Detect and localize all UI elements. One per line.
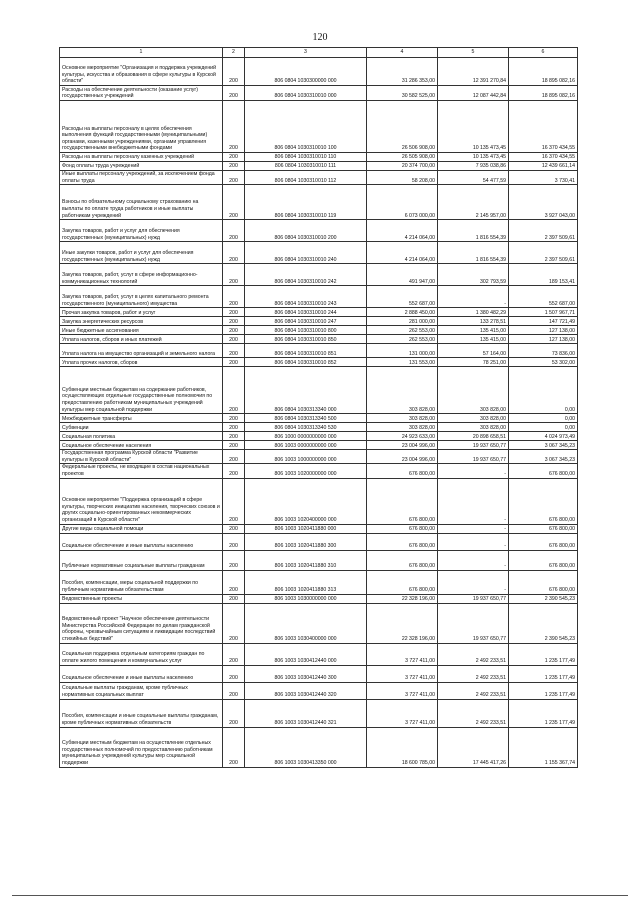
row-budget-code: 806 1003 1030413350 000 [245, 727, 367, 767]
row-unexecuted: 3 927 043,00 [509, 185, 578, 220]
row-unexecuted: 3 067 345,23 [509, 450, 578, 464]
row-executed: - [438, 550, 509, 570]
row-approved: 676 800,00 [367, 524, 438, 533]
row-budget-code: 806 1003 1020411880 000 [245, 524, 367, 533]
row-name: Основное мероприятие "Организация и поддержка учреждений культуры, искусства и образования в сфере культуры в Курской области" [60, 58, 223, 86]
row-executed: 133 278,51 [438, 317, 509, 326]
row-budget-code: 806 1003 0000000000 000 [245, 441, 367, 450]
row-executed: 2 492 233,51 [438, 699, 509, 727]
row-line-code: 200 [223, 478, 245, 524]
row-name: Пособия, компенсации, меры социальной поддержки по публичным нормативным обязательствам [60, 570, 223, 594]
row-executed: 1 380 482,29 [438, 308, 509, 317]
row-approved: 6 073 000,00 [367, 185, 438, 220]
table-row [60, 570, 578, 594]
row-budget-code: 806 1003 1030400000 000 [245, 603, 367, 643]
row-name: Уплата налога на имущество организаций и земельного налога [60, 344, 223, 358]
row-budget-code: 806 1000 0000000000 000 [245, 432, 367, 441]
row-name: Межбюджетные трансферты [60, 414, 223, 423]
row-unexecuted: 4 024 973,49 [509, 432, 578, 441]
row-budget-code: 806 0804 1030310010 800 [245, 326, 367, 335]
row-approved: 131 000,00 [367, 344, 438, 358]
row-executed: 78 251,00 [438, 358, 509, 367]
row-approved: 23 004 996,00 [367, 441, 438, 450]
table-row [60, 524, 578, 533]
row-line-code: 200 [223, 643, 245, 665]
row-name: Закупка товаров, работ, услуг в сфере информационно-коммуникационных технологий [60, 264, 223, 286]
table-body [60, 58, 578, 768]
row-approved: 676 800,00 [367, 550, 438, 570]
row-unexecuted: 676 800,00 [509, 570, 578, 594]
row-approved: 24 923 633,00 [367, 432, 438, 441]
row-approved: 3 727 411,00 [367, 643, 438, 665]
row-unexecuted: 2 397 509,61 [509, 242, 578, 264]
page-bottom-divider [12, 895, 628, 896]
table-row [60, 358, 578, 367]
row-executed: - [438, 524, 509, 533]
row-name: Иные выплаты персоналу учреждений, за исключением фонда оплаты труда [60, 171, 223, 185]
row-unexecuted: 18 895 082,16 [509, 58, 578, 86]
row-name: Закупка товаров, работ, услуг в целях капитального ремонта государственного (муниципального) имущества [60, 286, 223, 308]
row-name: Другие виды социальной помощи [60, 524, 223, 533]
row-executed: 19 937 650,77 [438, 441, 509, 450]
row-line-code: 200 [223, 367, 245, 414]
row-approved: 26 506 908,00 [367, 101, 438, 153]
row-executed: 303 828,00 [438, 423, 509, 432]
row-approved: 30 582 525,00 [367, 86, 438, 101]
row-unexecuted: 147 721,49 [509, 317, 578, 326]
row-executed: - [438, 286, 509, 308]
row-budget-code: 806 0804 1030310010 100 [245, 101, 367, 153]
table-row [60, 441, 578, 450]
row-line-code: 200 [223, 533, 245, 550]
row-approved: 303 828,00 [367, 423, 438, 432]
row-unexecuted: 127 138,00 [509, 326, 578, 335]
row-name: Пособия, компенсации и иные социальные выплаты гражданам, кроме публичных нормативных обязательств [60, 699, 223, 727]
row-unexecuted: 0,00 [509, 367, 578, 414]
row-unexecuted: 1 507 967,71 [509, 308, 578, 317]
row-approved: 262 553,00 [367, 326, 438, 335]
row-budget-code: 806 0804 1030310010 110 [245, 153, 367, 162]
row-approved: 491 947,00 [367, 264, 438, 286]
row-budget-code: 806 0804 1030310010 119 [245, 185, 367, 220]
row-approved: 676 800,00 [367, 533, 438, 550]
row-line-code: 200 [223, 264, 245, 286]
table-row [60, 643, 578, 665]
row-unexecuted: 3 067 345,23 [509, 441, 578, 450]
row-line-code: 200 [223, 358, 245, 367]
row-line-code: 200 [223, 101, 245, 153]
table-row [60, 317, 578, 326]
table-row [60, 550, 578, 570]
row-executed: 12 087 442,84 [438, 86, 509, 101]
row-line-code: 200 [223, 335, 245, 344]
table-row [60, 153, 578, 162]
row-line-code: 200 [223, 317, 245, 326]
row-approved: 3 727 411,00 [367, 682, 438, 699]
column-header: 6 [509, 48, 578, 58]
table-row [60, 264, 578, 286]
row-line-code: 200 [223, 414, 245, 423]
table-row [60, 594, 578, 603]
column-header: 2 [223, 48, 245, 58]
table-row [60, 367, 578, 414]
row-line-code: 200 [223, 220, 245, 242]
row-budget-code: 806 0804 1030310010 852 [245, 358, 367, 367]
row-name: Расходы на выплаты персоналу в целях обеспечения выполнения функций государственными (муниципальными) органами, казенными учреждениями, органами управления государственными внебюджетными фондами [60, 101, 223, 153]
row-executed: 7 935 038,86 [438, 162, 509, 171]
row-budget-code: 806 0804 1030313340 000 [245, 367, 367, 414]
row-budget-code: 806 0804 1030310010 111 [245, 162, 367, 171]
row-approved: 131 553,00 [367, 358, 438, 367]
row-approved: 18 600 785,00 [367, 727, 438, 767]
row-name: Социальное обеспечение населения [60, 441, 223, 450]
row-line-code: 200 [223, 58, 245, 86]
row-unexecuted: 676 800,00 [509, 478, 578, 524]
row-name: Социальное обеспечение и иные выплаты населению [60, 533, 223, 550]
row-unexecuted: 1 235 177,49 [509, 643, 578, 665]
row-executed: 20 898 658,51 [438, 432, 509, 441]
row-budget-code: 806 0804 1030310010 000 [245, 86, 367, 101]
row-approved: 281 000,00 [367, 317, 438, 326]
table-row [60, 185, 578, 220]
row-unexecuted: 676 800,00 [509, 464, 578, 478]
row-name: Расходы на обеспечение деятельности (оказание услуг) государственных учреждений [60, 86, 223, 101]
row-unexecuted: 16 370 434,55 [509, 101, 578, 153]
row-executed: 302 793,59 [438, 264, 509, 286]
row-line-code: 200 [223, 550, 245, 570]
row-line-code: 200 [223, 153, 245, 162]
table-row [60, 335, 578, 344]
row-executed: 303 828,00 [438, 367, 509, 414]
table-row [60, 478, 578, 524]
row-budget-code: 806 1003 1000000000 000 [245, 450, 367, 464]
row-unexecuted: 2 390 545,23 [509, 603, 578, 643]
row-budget-code: 806 1003 1020411880 310 [245, 550, 367, 570]
row-name: Основное мероприятие "Поддержка организаций в сфере культуры, творческих инициатив населения, творческих союзов и других социально-ориентированных некоммерческих организаций в Курской области" [60, 478, 223, 524]
table-row [60, 308, 578, 317]
row-approved: 303 828,00 [367, 367, 438, 414]
row-unexecuted: 12 439 661,14 [509, 162, 578, 171]
row-executed: 2 492 233,51 [438, 665, 509, 682]
table-row [60, 603, 578, 643]
row-approved: 58 208,00 [367, 171, 438, 185]
row-line-code: 200 [223, 308, 245, 317]
row-name: Социальная поддержка отдельным категориям граждан по оплате жилого помещения и коммунальных услуг [60, 643, 223, 665]
row-approved: 23 004 996,00 [367, 450, 438, 464]
row-approved: 2 888 450,00 [367, 308, 438, 317]
row-budget-code: 806 0804 1030310010 851 [245, 344, 367, 358]
row-unexecuted: 1 235 177,49 [509, 682, 578, 699]
row-approved: 4 214 064,00 [367, 220, 438, 242]
row-approved: 552 687,00 [367, 286, 438, 308]
row-unexecuted: 73 836,00 [509, 344, 578, 358]
column-header: 1 [60, 48, 223, 58]
row-approved: 22 328 196,00 [367, 594, 438, 603]
row-approved: 4 214 064,00 [367, 242, 438, 264]
row-budget-code: 806 0804 1030310010 247 [245, 317, 367, 326]
row-unexecuted: 53 302,00 [509, 358, 578, 367]
row-budget-code: 806 0804 1030310010 112 [245, 171, 367, 185]
table-row [60, 242, 578, 264]
row-approved: 31 286 353,00 [367, 58, 438, 86]
row-approved: 20 374 700,00 [367, 162, 438, 171]
row-name: Закупка энергетических ресурсов [60, 317, 223, 326]
column-header: 5 [438, 48, 509, 58]
row-executed: 2 145 957,00 [438, 185, 509, 220]
row-executed: 19 937 650,77 [438, 450, 509, 464]
row-budget-code: 806 0804 1030310010 242 [245, 264, 367, 286]
row-line-code: 200 [223, 423, 245, 432]
row-name: Государственная программа Курской области "Развитие культуры в Курской области" [60, 450, 223, 464]
column-header: 4 [367, 48, 438, 58]
row-line-code: 200 [223, 603, 245, 643]
row-unexecuted: 2 390 545,23 [509, 594, 578, 603]
table-row [60, 464, 578, 478]
row-approved: 676 800,00 [367, 464, 438, 478]
row-line-code: 200 [223, 450, 245, 464]
row-executed: 54 477,59 [438, 171, 509, 185]
row-name: Социальные выплаты гражданам, кроме публичных нормативных социальных выплат [60, 682, 223, 699]
table-row [60, 286, 578, 308]
row-line-code: 200 [223, 171, 245, 185]
row-budget-code: 806 1003 1030412440 320 [245, 682, 367, 699]
row-unexecuted: 552 687,00 [509, 286, 578, 308]
row-line-code: 200 [223, 682, 245, 699]
table-row [60, 414, 578, 423]
table-row [60, 533, 578, 550]
page-number: 120 [312, 32, 328, 43]
row-unexecuted: 0,00 [509, 423, 578, 432]
row-budget-code: 806 0804 1030310010 200 [245, 220, 367, 242]
row-budget-code: 806 0804 1030313340 530 [245, 423, 367, 432]
table-row [60, 101, 578, 153]
row-name: Субвенции местным бюджетам на содержание работников, осуществляющих отдельные государственные полномочия по предоставлению работникам муниципальных учреждений культуры мер социальной поддержки [60, 367, 223, 414]
row-line-code: 200 [223, 326, 245, 335]
row-budget-code: 806 1003 1030412440 000 [245, 643, 367, 665]
row-unexecuted: 676 800,00 [509, 533, 578, 550]
row-budget-code: 806 0804 1030300000 000 [245, 58, 367, 86]
table-row [60, 344, 578, 358]
row-executed: 2 492 233,51 [438, 682, 509, 699]
row-budget-code: 806 0804 1030313340 500 [245, 414, 367, 423]
row-budget-code: 806 1003 1020000000 000 [245, 464, 367, 478]
row-line-code: 200 [223, 242, 245, 264]
row-line-code: 200 [223, 570, 245, 594]
row-unexecuted: 189 153,41 [509, 264, 578, 286]
row-name: Субвенции местным бюджетам на осуществление отдельных государственных полномочий по предоставлению работникам муниципальных учреждений культуры мер социальной поддержки [60, 727, 223, 767]
row-approved: 26 505 908,00 [367, 153, 438, 162]
row-budget-code: 806 0804 1030310010 243 [245, 286, 367, 308]
row-name: Взносы по обязательному социальному страхованию на выплаты по оплате труда работников и иные выплаты работникам учреждений [60, 185, 223, 220]
row-budget-code: 806 1003 1030000000 000 [245, 594, 367, 603]
row-executed: 303 828,00 [438, 414, 509, 423]
row-budget-code: 806 1003 1020411880 300 [245, 533, 367, 550]
row-line-code: 200 [223, 86, 245, 101]
row-unexecuted: 676 800,00 [509, 550, 578, 570]
row-line-code: 200 [223, 727, 245, 767]
row-budget-code: 806 1003 1030412440 321 [245, 699, 367, 727]
row-name: Закупка товаров, работ и услуг для обеспечения государственных (муниципальных) нужд [60, 220, 223, 242]
table-row [60, 171, 578, 185]
budget-table [59, 47, 578, 768]
row-name: Фонд оплаты труда учреждений [60, 162, 223, 171]
row-approved: 676 800,00 [367, 478, 438, 524]
row-executed: 2 492 233,51 [438, 643, 509, 665]
row-approved: 3 727 411,00 [367, 665, 438, 682]
row-name: Иные бюджетные ассигнования [60, 326, 223, 335]
row-budget-code: 806 0804 1030310010 850 [245, 335, 367, 344]
row-line-code: 200 [223, 594, 245, 603]
row-budget-code: 806 0804 1030310010 240 [245, 242, 367, 264]
row-budget-code: 806 1003 1020400000 000 [245, 478, 367, 524]
row-unexecuted: 18 895 082,16 [509, 86, 578, 101]
row-name: Прочая закупка товаров, работ и услуг [60, 308, 223, 317]
table-row [60, 727, 578, 767]
row-executed: 10 135 473,45 [438, 153, 509, 162]
row-executed: 10 135 473,45 [438, 101, 509, 153]
row-approved: 303 828,00 [367, 414, 438, 423]
row-unexecuted: 0,00 [509, 414, 578, 423]
table-row [60, 86, 578, 101]
row-name: Публичные нормативные социальные выплаты гражданам [60, 550, 223, 570]
table-row [60, 699, 578, 727]
row-approved: 676 800,00 [367, 570, 438, 594]
row-line-code: 200 [223, 162, 245, 171]
row-name: Уплата прочих налогов, сборов [60, 358, 223, 367]
table-row [60, 58, 578, 86]
row-line-code: 200 [223, 286, 245, 308]
row-line-code: 200 [223, 524, 245, 533]
row-unexecuted: 16 370 434,55 [509, 153, 578, 162]
row-executed: 57 164,00 [438, 344, 509, 358]
row-executed: - [438, 570, 509, 594]
row-unexecuted: 3 730,41 [509, 171, 578, 185]
row-line-code: 200 [223, 665, 245, 682]
table-row [60, 450, 578, 464]
row-executed: - [438, 478, 509, 524]
row-approved: 262 553,00 [367, 335, 438, 344]
row-unexecuted: 676 800,00 [509, 524, 578, 533]
row-line-code: 200 [223, 441, 245, 450]
table-row [60, 423, 578, 432]
row-name: Федеральные проекты, не входящие в состав национальных проектов [60, 464, 223, 478]
row-name: Расходы на выплаты персоналу казенных учреждений [60, 153, 223, 162]
row-name: Социальная политика [60, 432, 223, 441]
row-budget-code: 806 1003 1020411880 313 [245, 570, 367, 594]
table-row [60, 326, 578, 335]
row-name: Субвенции [60, 423, 223, 432]
row-executed: 17 445 417,26 [438, 727, 509, 767]
row-name: Иные закупки товаров, работ и услуг для обеспечения государственных (муниципальных) нужд [60, 242, 223, 264]
row-unexecuted: 1 235 177,49 [509, 665, 578, 682]
row-unexecuted: 1 155 367,74 [509, 727, 578, 767]
row-name: Ведомственные проекты [60, 594, 223, 603]
row-executed: 135 415,00 [438, 335, 509, 344]
table-row [60, 432, 578, 441]
row-line-code: 200 [223, 185, 245, 220]
row-executed: 1 816 554,39 [438, 220, 509, 242]
table-row [60, 665, 578, 682]
row-name: Ведомственный проект "Научное обеспечение деятельности Министерства Российской Федерации по делам гражданской обороны, чрезвычайным ситуациям и ликвидации последствий стихийных бедствий" [60, 603, 223, 643]
row-approved: 22 328 196,00 [367, 603, 438, 643]
row-unexecuted: 1 235 177,49 [509, 699, 578, 727]
row-line-code: 200 [223, 344, 245, 358]
row-executed: - [438, 464, 509, 478]
row-approved: 3 727 411,00 [367, 699, 438, 727]
row-line-code: 200 [223, 432, 245, 441]
table-row [60, 162, 578, 171]
row-unexecuted: 2 397 509,61 [509, 220, 578, 242]
row-name: Социальное обеспечение и иные выплаты населению [60, 665, 223, 682]
row-unexecuted: 127 138,00 [509, 335, 578, 344]
row-line-code: 200 [223, 464, 245, 478]
row-name: Уплата налогов, сборов и иных платежей [60, 335, 223, 344]
row-budget-code: 806 1003 1030412440 300 [245, 665, 367, 682]
row-executed: 19 937 650,77 [438, 603, 509, 643]
table-row [60, 682, 578, 699]
row-executed: 19 937 650,77 [438, 594, 509, 603]
row-executed: 135 415,00 [438, 326, 509, 335]
column-header: 3 [245, 48, 367, 58]
row-executed: - [438, 533, 509, 550]
row-executed: 1 816 554,39 [438, 242, 509, 264]
table-header-row [60, 48, 578, 58]
row-budget-code: 806 0804 1030310010 244 [245, 308, 367, 317]
row-line-code: 200 [223, 699, 245, 727]
table-row [60, 220, 578, 242]
row-executed: 12 391 270,84 [438, 58, 509, 86]
